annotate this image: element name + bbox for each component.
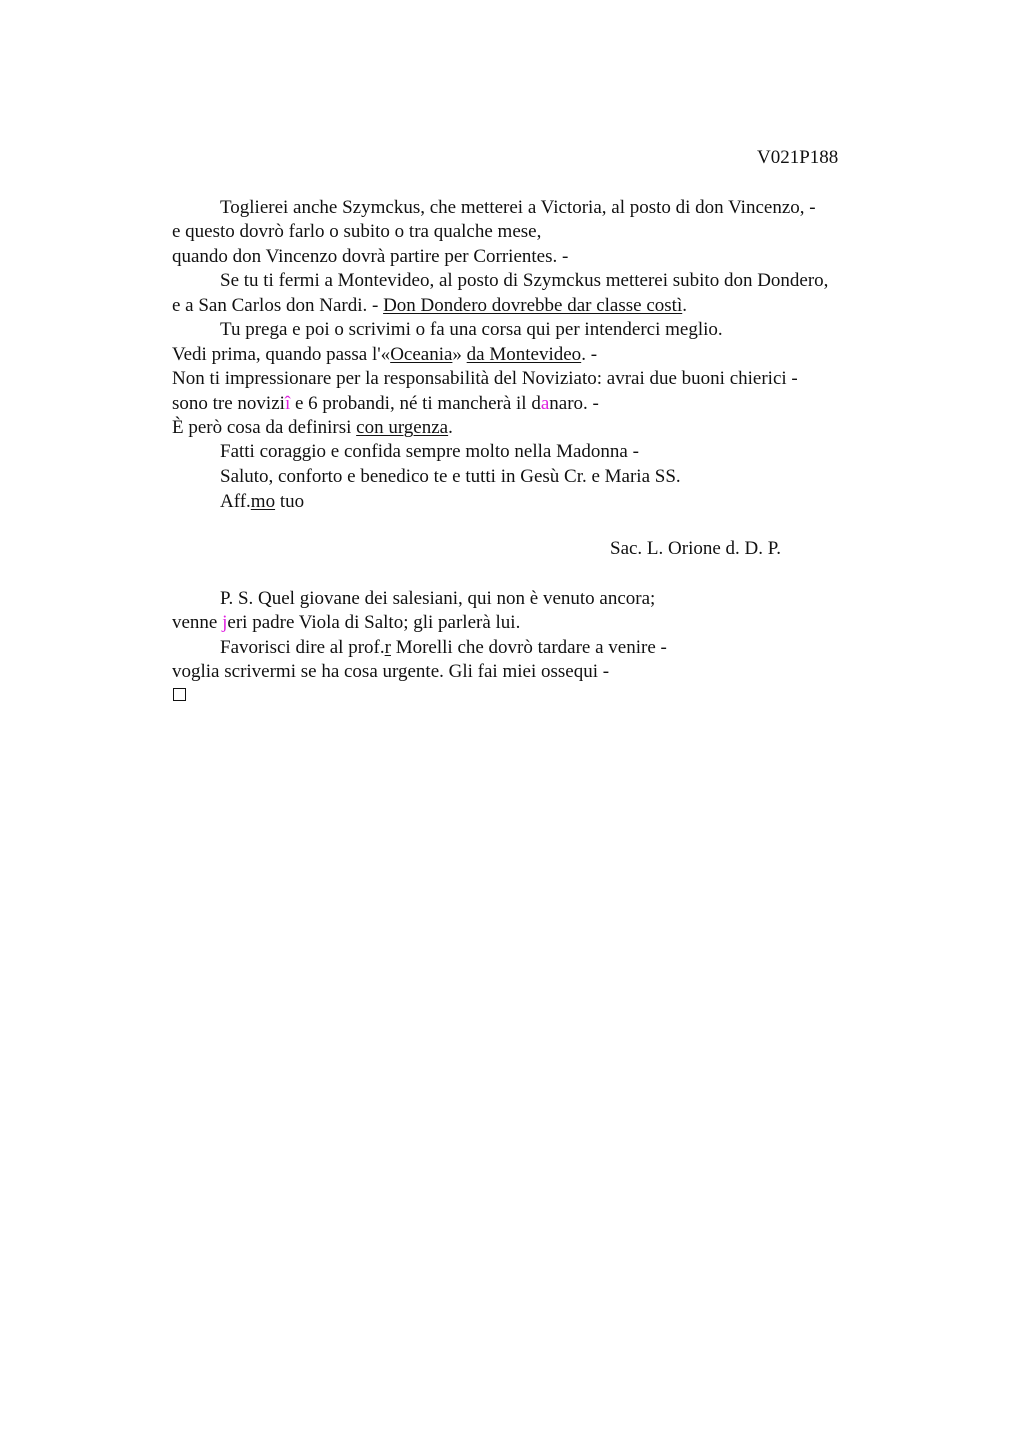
line-text: voglia scrivermi se ha cosa urgente. Gli fai miei ossequi - [172,661,610,682]
postscript-line [172,660,609,684]
body-line [172,367,798,391]
line-text: È però cosa da definirsi [172,417,357,438]
line-text: » [452,344,467,365]
body-line [172,343,597,367]
body-line [220,196,816,220]
body-line [220,440,639,464]
postscript-line [172,611,520,635]
underlined-text: mo [250,491,276,512]
line-text: . [682,295,687,316]
line-text: e questo dovrò farlo o subito o tra qualche mese, [172,221,542,242]
line-text: eri padre Viola di Salto; gli parlerà lui. [227,612,521,633]
highlighted-char: a [540,393,550,414]
line-text: sono tre novizi [172,393,285,414]
underlined-text: da Montevideo [466,344,582,365]
line-text: tuo [275,491,305,512]
line-text: . [448,417,453,438]
body-line [172,392,599,416]
body-line [172,220,541,244]
body-line [172,416,453,440]
line-text: e 6 probandi, né ti mancherà il d [290,393,541,414]
underlined-text: con urgenza [356,417,449,438]
line-text: . - [581,344,598,365]
line-text: Favorisci dire al prof. [220,637,385,658]
square-box-icon [173,688,186,701]
line-text: quando don Vincenzo dovrà partire per Corrientes. - [172,246,569,267]
line-text: venne [172,612,223,633]
document-id: V021P188 [757,147,839,168]
line-text: Fatti coraggio e confida sempre molto nella Madonna - [220,441,639,462]
line-text: Vedi prima, quando passa l'« [172,344,391,365]
line-text: Aff. [220,491,251,512]
body-line [220,465,681,489]
body-line [220,269,828,293]
signature: Sac. L. Orione d. D. P. [610,538,781,559]
line-text: Morelli che dovrò tardare a venire - [390,637,667,658]
line-text: Saluto, conforto e benedico te e tutti in Gesù Cr. e Maria SS. [220,466,681,487]
line-text: Se tu ti fermi a Montevideo, al posto di Szymckus metterei subito don Dondero, [220,270,829,291]
postscript-line [220,587,655,611]
closing-line [220,490,304,514]
line-text: Tu prega e poi o scrivimi o fa una corsa qui per intenderci meglio. [220,319,723,340]
highlighted-char: î [284,393,291,414]
underlined-text: r [384,637,391,658]
underlined-text: Oceania [390,344,453,365]
line-text: e a San Carlos don Nardi. - [172,295,384,316]
body-line [172,294,687,318]
line-text: P. S. Quel giovane dei salesiani, qui non è venuto ancora; [220,588,656,609]
line-text: naro. - [549,393,599,414]
underlined-text: Don Dondero dovrebbe dar classe costì [383,295,683,316]
body-line [172,245,568,269]
line-text: Non ti impressionare per la responsabilità del Noviziato: avrai due buoni chierici - [172,368,798,389]
highlighted-char: j [222,612,228,633]
line-text: Toglierei anche Szymckus, che metterei a Victoria, al posto di don Vincenzo, - [220,197,816,218]
postscript-line [220,636,667,660]
body-line [220,318,723,342]
